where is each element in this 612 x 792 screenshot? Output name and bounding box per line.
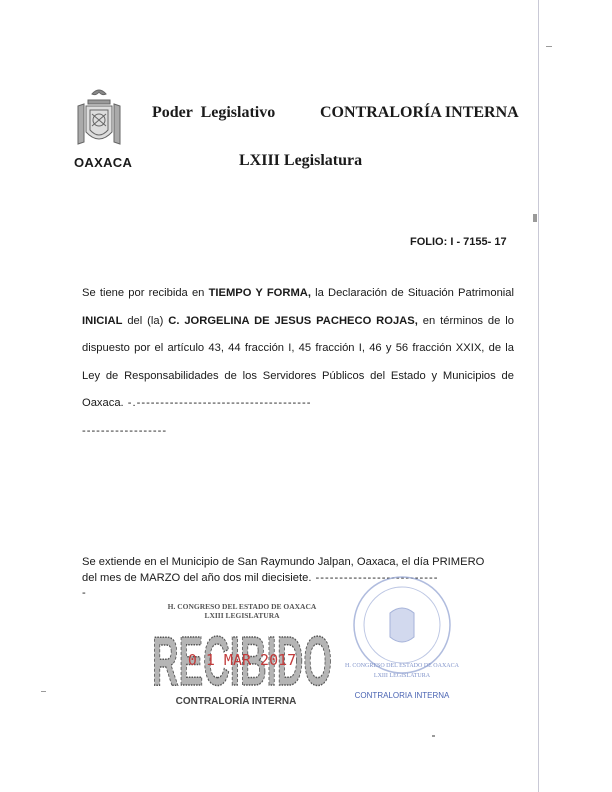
received-stamp-line1: H. CONGRESO DEL ESTADO DE OAXACA [167,602,317,611]
p1-text-g: en términos de lo dispuesto por el artículo 43, 44 fracción I, 45 fracción I, 46 y 56 fracción XXIX, de la Ley de Responsabilidades de los Servidores Públicos del Estado y Municipios de Oaxaca. [82,314,514,410]
received-stamp-date: 0 1 MAR 2017 [187,651,297,669]
p1-dash-line-2: ------------------ [82,424,168,437]
scan-speck [41,691,46,692]
seal-line1: H. CONGRESO DEL ESTADO DE OAXACA [345,663,459,669]
received-stamp [150,601,335,711]
received-stamp-line2: LXIII LEGISLATURA [204,611,280,620]
received-stamp-word: RECIBIDO [152,622,332,700]
oaxaca-coat-of-arms-icon [74,84,124,152]
p1-bold-name: C. JORGELINA DE JESUS PACHECO ROJAS, [168,314,418,327]
branch-title: Poder Legislativo [152,104,276,121]
congress-seal-stamp [340,575,465,715]
declaration-paragraph [82,280,514,446]
office-title: CONTRALORÍA INTERNA [320,104,519,121]
p1-text-c: la Declaración de Situación Patrimonial [310,287,514,299]
received-stamp-bottom: CONTRALORÍA INTERNA [175,696,297,707]
state-name: OAXACA [74,155,133,170]
p2-line-2: del mes de MARZO del año dos mil diecisiete. [82,571,312,584]
p1-text-e: del (la) [122,314,169,327]
p1-bold-tiempo: TIEMPO Y FORMA, [208,287,311,299]
p2-dash-line-2: - [82,587,86,599]
legislature-title: LXIII Legislatura [239,152,363,169]
scan-speck [546,46,552,47]
folio-number: FOLIO: I - 7155- 17 [410,236,507,248]
seal-line2: LXIII LEGISLATURA [373,673,431,679]
seal-line3: CONTRALORIA INTERNA [354,691,450,700]
p1-bold-inicial: INICIAL [82,314,123,327]
p1-text-a: Se tiene por recibida en [82,287,209,299]
scan-speck [533,214,537,222]
p1-dash-line: -.------------------------------------- [123,397,312,410]
p2-line-1: Se extiende en el Municipio de San Raymundo Jalpan, Oaxaca, el día PRIMERO [82,556,485,568]
scan-speck [432,735,435,737]
p2-dash-line: -------------------------- [311,571,439,584]
page-edge-line [538,0,539,792]
